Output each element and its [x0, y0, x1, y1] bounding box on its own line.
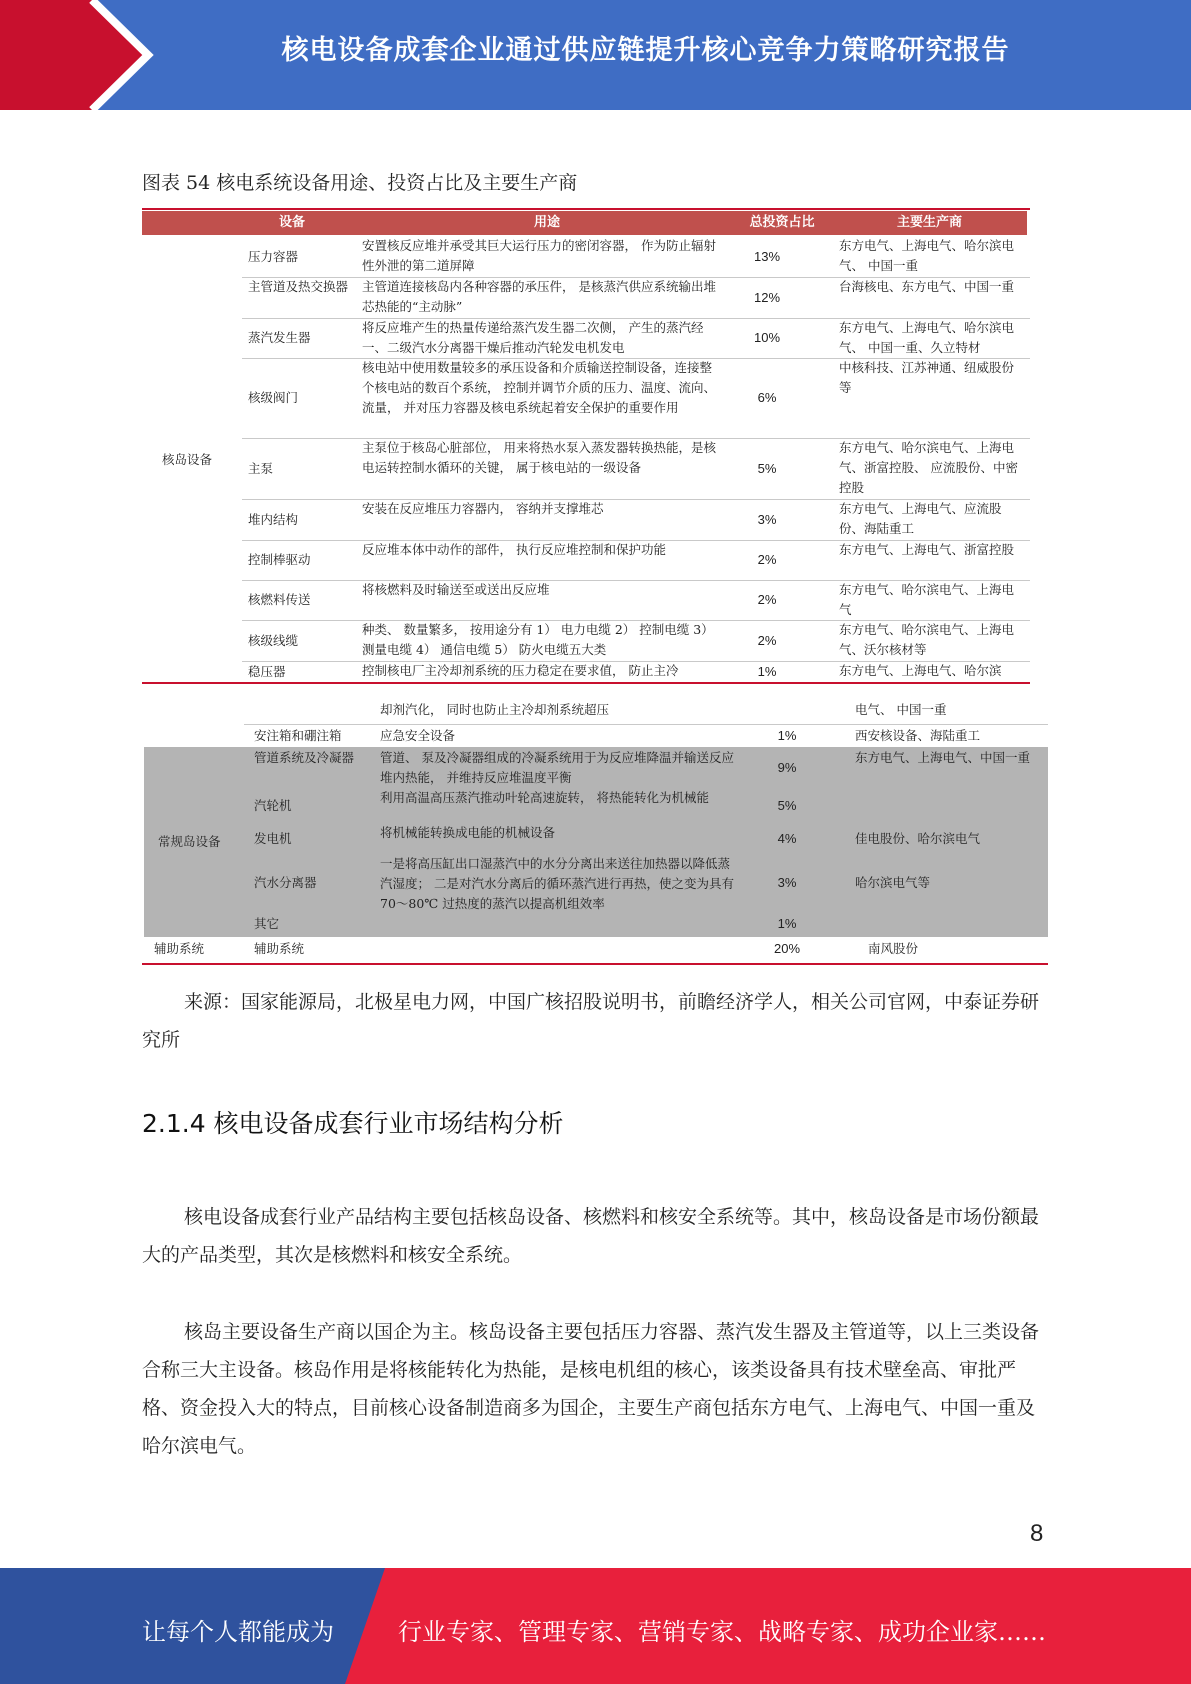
row-use: 主管道连接核岛内各种容器的承压件， 是核蒸汽供应系统输出堆芯热能的“主动脉”	[362, 279, 716, 314]
row-name: 汽水分离器	[254, 875, 317, 890]
page-footer	[0, 1568, 1191, 1684]
th-investment: 总投资占比	[749, 215, 815, 230]
row-maker: 佳电股份、哈尔滨电气	[855, 830, 981, 846]
row-name: 核燃料传送	[248, 592, 311, 607]
table-row	[142, 912, 1048, 936]
row-use: 利用高温高压蒸汽推动叶轮高速旋转， 将热能转化为机械能	[380, 790, 709, 805]
table-row	[242, 277, 1030, 319]
row-maker: 东方电气、哈尔滨电气、上海电气、浙富控股、 应流股份、中密控股	[839, 440, 1018, 495]
row-pct: 5%	[757, 460, 777, 476]
row-maker: 台海核电、东方电气、中国一重	[839, 279, 1015, 294]
section-heading: 2.1.4 核电设备成套行业市场结构分析	[142, 1109, 564, 1138]
row-name: 管道系统及冷凝器	[254, 750, 355, 765]
row-use: 安置核反应堆并承受其巨大运行压力的密闭容器， 作为防止辐射性外泄的第二道屏障	[362, 238, 716, 273]
row-use: 控制核电厂主冷却剂系统的压力稳定在要求值， 防止主冷	[362, 663, 679, 678]
footer-slogan-left: 让每个人都能成为	[142, 1618, 334, 1646]
row-use: 安装在反应堆压力容器内， 容纳并支撑堆芯	[362, 501, 604, 516]
row-maker: 哈尔滨电气等	[855, 875, 931, 890]
row-name: 稳压器	[248, 663, 286, 679]
row-maker: 东方电气、上海电气、浙富控股	[839, 542, 1015, 557]
page-header	[0, 0, 1191, 110]
table-row	[142, 823, 1048, 854]
row-pct: 3%	[777, 875, 797, 890]
cont-maker-text: 电气、 中国一重	[855, 702, 947, 717]
paragraph-2: 核岛主要设备生产商以国企为主。核岛设备主要包括压力容器、蒸汽发生器及主管道等，以上三类设备合称三大主设备。核岛作用是将核能转化为热能，是核电机组的核心，该类设备具有技术壁垒高、审批严格、资金投入大的特点，目前核心设备制造商多为国企，主要生产商包括东方电气、上海电气、中国一重及哈尔滨电气。	[142, 1321, 1040, 1457]
figure-caption: 图表 54 核电系统设备用途、投资占比及主要生产商	[142, 172, 578, 194]
row-pct: 2%	[757, 552, 777, 567]
row-pct: 5%	[777, 797, 797, 813]
row-name: 压力容器	[248, 248, 299, 264]
row-name: 汽轮机	[254, 797, 292, 813]
table-row	[142, 937, 1048, 961]
source-note: 来源：国家能源局，北极星电力网，中国广核招股说明书，前瞻经济学人，相关公司官网，中泰证券研究所	[142, 991, 1040, 1051]
th-equipment: 设备	[278, 215, 305, 230]
row-use: 主泵位于核岛心脏部位， 用来将热水泵入蒸发器转换热能，是核电运转控制水循环的关键， 属于核电站的一级设备	[362, 440, 716, 475]
table-row	[142, 725, 1048, 747]
row-name: 核级阀门	[248, 390, 299, 405]
table-header-row	[142, 211, 1027, 235]
row-maker: 东方电气、哈尔滨电气、上海电气、沃尔核材等	[839, 622, 1015, 657]
row-maker: 东方电气、上海电气、中国一重	[855, 750, 1031, 765]
row-pct: 10%	[753, 330, 781, 345]
table-row	[242, 236, 1030, 278]
row-use: 种类、 数量繁多， 按用途分有 1） 电力电缆 2） 控制电缆 3） 测量电缆 4） 通信电缆 5） 防火电缆五大类	[362, 622, 714, 657]
cont-use-text: 却剂汽化， 同时也防止主冷却剂系统超压	[380, 702, 609, 717]
page-number: 8	[1030, 1520, 1044, 1547]
row-use: 应急安全设备	[380, 728, 456, 743]
row-name: 其它	[254, 916, 280, 931]
table-row	[242, 499, 1030, 541]
row-pct: 2%	[757, 632, 777, 648]
row-maker: 中核科技、江苏神通、纽威股份等	[839, 360, 1015, 395]
row-maker: 东方电气、哈尔滨电气、上海电气	[839, 582, 1015, 617]
row-pct: 3%	[757, 511, 777, 527]
row-name: 蒸汽发生器	[248, 330, 311, 345]
table-row	[242, 438, 1030, 500]
row-maker: 东方电气、上海电气、哈尔滨电气、 中国一重、久立特材	[839, 320, 1015, 355]
row-use: 反应堆本体中动作的部件， 执行反应堆控制和保护功能	[362, 542, 666, 557]
row-pct: 4%	[777, 830, 797, 846]
row-use: 将反应堆产生的热量传递给蒸汽发生器二次侧， 产生的蒸汽经一、二级汽水分离器干燥后推动汽轮发电机发电	[362, 320, 704, 355]
row-use: 核电站中使用数量较多的承压设备和介质输送控制设备，连接整个核电站的数百个系统， 控制并调节介质的压力、温度、流向、流量， 并对压力容器及核电系统起着安全保护的重要作用	[362, 360, 716, 415]
table-row	[242, 318, 1030, 359]
table-row	[242, 358, 1030, 439]
row-pct: 12%	[753, 289, 781, 305]
th-use: 用途	[533, 215, 560, 230]
row-maker: 东方电气、上海电气、哈尔滨电气、 中国一重	[839, 238, 1015, 273]
row-name: 控制棒驱动	[248, 552, 311, 567]
table-row	[142, 854, 1048, 912]
row-pct: 20%	[773, 941, 801, 956]
table-row	[142, 748, 1048, 788]
row-name: 主泵	[248, 460, 274, 476]
row-maker: 南风股份	[868, 941, 919, 956]
table-row	[242, 661, 1030, 682]
equipment-table-part1	[142, 208, 1030, 684]
report-title: 核电设备成套企业通过供应链提升核心竞争力策略研究报告	[281, 35, 1010, 66]
row-pct: 9%	[777, 760, 797, 775]
footer-slogan-right: 行业专家、管理专家、营销专家、战略专家、成功企业家……	[398, 1618, 1046, 1646]
row-maker: 西安核设备、海陆重工	[855, 728, 981, 743]
paragraph-1: 核电设备成套行业产品结构主要包括核岛设备、核燃料和核安全系统等。其中，核岛设备是市场份额最大的产品类型，其次是核燃料和核安全系统。	[142, 1206, 1040, 1266]
row-name: 发电机	[254, 830, 292, 846]
row-use: 一是将高压缸出口湿蒸汽中的水分分离出来送往加热器以降低蒸汽湿度； 二是对汽水分离后的循环蒸汽进行再热，使之变为具有 70～80℃ 过热度的蒸汽以提高机组效率	[380, 856, 734, 911]
row-name: 主管道及热交换器	[248, 279, 349, 294]
row-name: 堆内结构	[248, 511, 299, 527]
row-use: 将核燃料及时输送至或送出反应堆	[362, 582, 550, 597]
table-row	[242, 580, 1030, 621]
row-pct: 6%	[757, 390, 777, 405]
row-pct: 1%	[757, 663, 777, 679]
row-pct: 13%	[753, 248, 781, 264]
table-row	[242, 620, 1030, 662]
row-pct: 1%	[777, 916, 797, 931]
table-row	[242, 540, 1030, 581]
row-maker: 东方电气、上海电气、应流股份、海陆重工	[839, 501, 1002, 536]
row-use: 管道、 泵及冷凝器组成的冷凝系统用于为反应堆降温并输送反应堆内热能， 并维持反应堆温度平衡	[380, 750, 734, 785]
header-chevron-decoration	[0, 0, 160, 110]
row-name: 安注箱和硼注箱	[254, 728, 342, 743]
row-use: 将机械能转换成电能的机械设备	[380, 825, 556, 840]
group-label-conventional-island: 常规岛设备	[158, 834, 221, 849]
row-name: 核级线缆	[248, 632, 299, 648]
row-pct: 1%	[777, 728, 797, 743]
row-maker: 东方电气、上海电气、哈尔滨	[839, 663, 1002, 678]
th-makers: 主要生产商	[896, 215, 962, 230]
group-label-aux: 辅助系统	[154, 941, 205, 956]
group-label-nuclear-island: 核岛设备	[162, 452, 213, 467]
table-row	[142, 788, 1048, 823]
row-pct: 2%	[757, 592, 777, 607]
equipment-table-part2	[142, 696, 1048, 968]
row-name: 辅助系统	[254, 941, 305, 956]
